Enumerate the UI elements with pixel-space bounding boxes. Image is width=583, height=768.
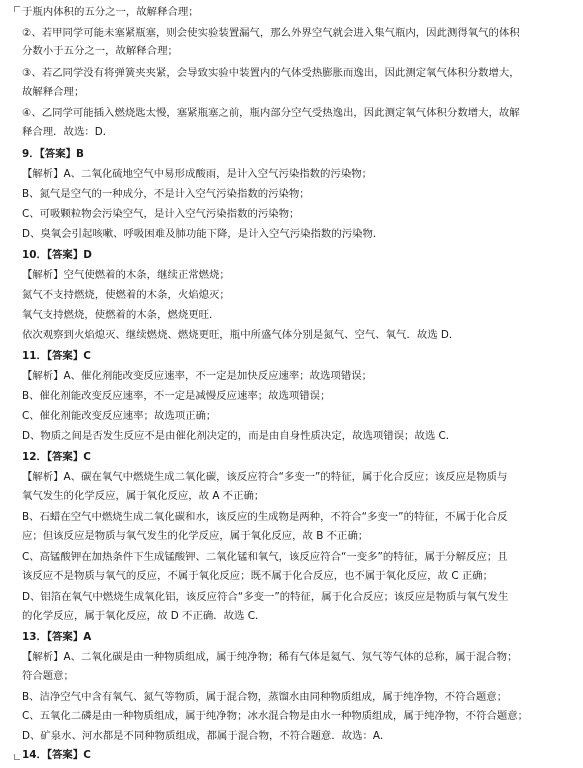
answer-heading: 13．【答案】A bbox=[22, 631, 92, 643]
text-line: D、物质之间是否发生反应不是由催化剂决定的，而是由自身性质决定，故选项错误；故选 C． bbox=[22, 430, 457, 442]
text-line: C、高锰酸钾在加热条件下生成锰酸钾、二氧化锰和氧气，该反应符合“一变多”的特征，属于分解反应；且 bbox=[22, 551, 508, 563]
answer-heading: 9．【答案】B bbox=[22, 148, 84, 160]
text-line: D、铝箔在氧气中燃烧生成氧化铝，该反应符合“多变一”的特征，属于化合反应；该反应是物质与氧气发生 bbox=[22, 591, 509, 603]
text-line: C、催化剂能改变反应速率；故选项正确； bbox=[22, 410, 217, 422]
text-line: ④、乙同学可能插入燃烧匙太慢，塞紧瓶塞之前，瓶内部分空气受热逸出，因此测定氧气体积分数增大，故解 bbox=[22, 107, 520, 119]
text-line: B、催化剂能改变反应速率，不一定是减慢反应速率；故选项错误； bbox=[22, 390, 331, 402]
page-corner-mark-bottom bbox=[14, 754, 20, 760]
text-line: 释合理．故选：D． bbox=[22, 126, 114, 138]
text-line: 【解析】A、碳在氧气中燃烧生成二氧化碳，该反应符合“多变一”的特征，属于化合反应；该反应是物质与 bbox=[22, 471, 508, 483]
text-line: C、五氧化二磷是由一种物质组成，属于纯净物；冰水混合物是由水一种物质组成，属于纯净物，不符合题意； bbox=[22, 710, 529, 722]
text-line: 【解析】A、催化剂能改变反应速率，不一定是加快反应速率；故选项错误； bbox=[22, 370, 372, 382]
text-line: 依次观察到火焰熄灭、继续燃烧、燃烧更旺，瓶中所盛气体分别是氮气、空气、氧气．故选 D． bbox=[22, 329, 460, 341]
text-line: 符合题意； bbox=[22, 670, 74, 682]
answer-heading: 10．【答案】D bbox=[22, 249, 92, 261]
text-line: 该反应不是物质与氧气的反应，不属于氧化反应；既不属于化合反应，也不属于氧化反应，故 C 正确； bbox=[22, 570, 494, 582]
text-line: 氧气发生的化学反应，属于氧化反应，故 A 不正确； bbox=[22, 490, 265, 502]
answer-heading: 11．【答案】C bbox=[22, 350, 91, 362]
answer-heading: 14．【答案】C bbox=[22, 749, 91, 761]
text-line: D、臭氧会引起咳嗽、呼吸困难及肺功能下降，是计入空气污染指数的污染物． bbox=[22, 228, 384, 240]
text-line: 故解释合理； bbox=[22, 86, 85, 98]
text-line: 氧气支持燃烧，使燃着的木条，燃烧更旺． bbox=[22, 309, 220, 321]
text-line: C、可吸颗粒物会污染空气，是计入空气污染指数的污染物； bbox=[22, 208, 300, 220]
text-line: B、氮气是空气的一种成分，不是计入空气污染指数的污染物； bbox=[22, 188, 310, 200]
text-line: 【解析】A、二氧化碳是由一种物质组成，属于纯净物；稀有气体是氦气、氖气等气体的总称，属于混合物； bbox=[22, 651, 518, 663]
text-line: 的化学反应，属于氧化反应，故 D 不正确．故选 C． bbox=[22, 610, 266, 622]
text-line: 分数小于五分之一，故解释合理； bbox=[22, 45, 178, 57]
text-line: 【解析】A、二氧化硫地空气中易形成酸雨，是计入空气污染指数的污染物； bbox=[22, 168, 372, 180]
text-line: ③、若乙同学没有将弹簧夹夹紧，会导致实验中装置内的气体受热膨胀而逸出，因此测定氧气体积分数增大， bbox=[22, 67, 520, 79]
page-corner-mark-top bbox=[14, 6, 20, 12]
text-line: 应；但该反应是物质与氧气发生的化学反应，属于氧化反应，故 B 不正确； bbox=[22, 530, 369, 542]
text-line: 【解析】空气使燃着的木条，继续正常燃烧； bbox=[22, 269, 230, 281]
text-line: ②、若甲同学可能未塞紧瓶塞，则会使实验装置漏气，那么外界空气就会进入集气瓶内，因此测得氧气的体积 bbox=[22, 27, 520, 39]
text-line: B、洁净空气中含有氧气、氮气等物质，属于混合物，蒸馏水由同种物质组成，属于纯净物，不符合题意； bbox=[22, 691, 508, 703]
text-line: D、矿泉水、河水都是不同种物质组成，都属于混合物，不符合题意．故选：A． bbox=[22, 730, 391, 742]
answer-heading: 12．【答案】C bbox=[22, 451, 91, 463]
text-line: B、石蜡在空气中燃烧生成二氧化碳和水，该反应的生成物是两种，不符合“多变一”的特征，不属于化合反 bbox=[22, 511, 508, 523]
text-line: 于瓶内体积的五分之一，故解释合理； bbox=[22, 6, 199, 18]
text-line: 氮气不支持燃烧，使燃着的木条，火焰熄灭； bbox=[22, 289, 230, 301]
